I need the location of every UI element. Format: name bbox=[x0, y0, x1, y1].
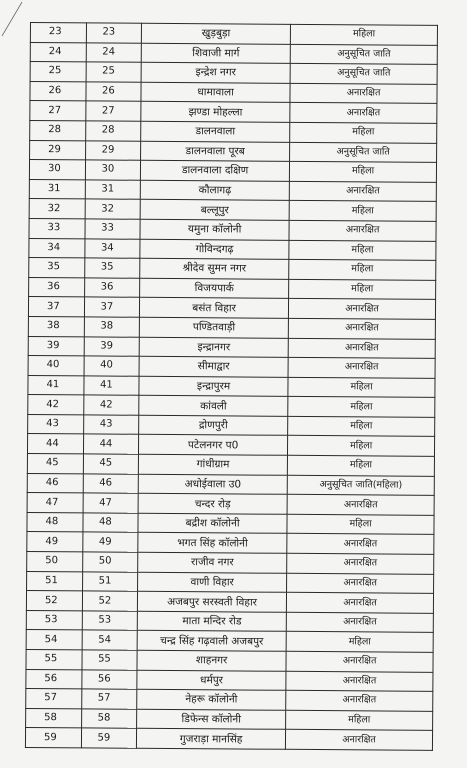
serial-number-cell: 34 bbox=[29, 238, 85, 258]
ward-name-cell: डिफेन्स कॉलोनी bbox=[137, 709, 286, 730]
reservation-category-cell: महिला bbox=[289, 240, 436, 261]
serial-number-cell: 39 bbox=[28, 336, 84, 356]
ward-number-cell: 48 bbox=[82, 513, 138, 533]
ward-name-cell: विजयपार्क bbox=[140, 278, 289, 299]
serial-number-cell: 59 bbox=[25, 728, 81, 748]
ward-name-cell: माता मन्दिर रोड bbox=[137, 611, 286, 632]
serial-number-cell: 50 bbox=[27, 552, 83, 572]
ward-name-cell: डालनवाला bbox=[141, 121, 290, 142]
reservation-category-cell: अनुसूचित जाति bbox=[290, 44, 437, 65]
ward-number-cell: 51 bbox=[82, 572, 138, 592]
serial-number-cell: 49 bbox=[27, 532, 83, 552]
serial-number-cell: 32 bbox=[29, 199, 85, 219]
reservation-category-cell: अनारक्षित bbox=[290, 83, 437, 104]
serial-number-cell: 24 bbox=[30, 42, 86, 62]
serial-number-cell: 44 bbox=[27, 434, 83, 454]
reservation-category-cell: महिला bbox=[288, 416, 435, 437]
serial-number-cell: 31 bbox=[29, 179, 85, 199]
ward-name-cell: शाहनगर bbox=[137, 650, 286, 671]
reservation-category-cell: महिला bbox=[290, 161, 437, 182]
serial-number-cell: 28 bbox=[30, 120, 86, 140]
reservation-category-cell: महिला bbox=[288, 377, 435, 398]
ward-name-cell: इन्द्रापुरम bbox=[139, 376, 288, 397]
reservation-category-cell: अनारक्षित bbox=[288, 357, 435, 378]
ward-name-cell: पण्डितवाड़ी bbox=[139, 317, 288, 338]
ward-number-cell: 43 bbox=[83, 415, 139, 435]
reservation-category-cell: अनारक्षित bbox=[287, 495, 434, 516]
serial-number-cell: 38 bbox=[28, 316, 84, 336]
serial-number-cell: 35 bbox=[29, 258, 85, 278]
reservation-category-cell: महिला bbox=[289, 259, 436, 280]
ward-name-cell: द्रोणपुरी bbox=[139, 415, 288, 436]
serial-number-cell: 23 bbox=[30, 23, 86, 43]
serial-number-cell: 37 bbox=[28, 297, 84, 317]
ward-name-cell: बद्रीश कॉलोनी bbox=[138, 513, 287, 534]
ward-number-cell: 42 bbox=[83, 395, 139, 415]
serial-number-cell: 45 bbox=[27, 454, 83, 474]
ward-number-cell: 44 bbox=[83, 434, 139, 454]
ward-number-cell: 31 bbox=[85, 180, 141, 200]
reservation-category-cell: अनुसूचित जाति bbox=[290, 142, 437, 163]
reservation-category-cell: महिला bbox=[289, 279, 436, 300]
ward-number-cell: 32 bbox=[85, 199, 141, 219]
ward-name-cell: सीमाद्वार bbox=[139, 356, 288, 377]
ward-number-cell: 39 bbox=[84, 336, 140, 356]
serial-number-cell: 52 bbox=[26, 591, 82, 611]
reservation-category-cell: अनारक्षित bbox=[286, 612, 433, 633]
reservation-category-cell: अनारक्षित bbox=[287, 573, 434, 594]
ward-number-cell: 52 bbox=[82, 591, 138, 611]
ward-number-cell: 35 bbox=[84, 258, 140, 278]
serial-number-cell: 29 bbox=[30, 140, 86, 160]
ward-name-cell: राजीव नगर bbox=[138, 552, 287, 573]
ward-name-cell: खुड़बुड़ा bbox=[141, 23, 290, 44]
ward-number-cell: 58 bbox=[81, 709, 137, 729]
ward-number-cell: 23 bbox=[86, 23, 142, 43]
serial-number-cell: 26 bbox=[30, 81, 86, 101]
ward-number-cell: 28 bbox=[85, 121, 141, 141]
reservation-category-cell: अनारक्षित bbox=[290, 103, 437, 124]
ward-name-cell: गोविन्दगढ़ bbox=[140, 239, 289, 260]
ward-number-cell: 30 bbox=[85, 160, 141, 180]
ward-name-cell: अजबपुर सरस्वती विहार bbox=[137, 591, 286, 612]
serial-number-cell: 53 bbox=[26, 610, 82, 630]
ward-number-cell: 34 bbox=[84, 238, 140, 258]
serial-number-cell: 33 bbox=[29, 218, 85, 238]
ward-name-cell: नेहरू कॉलोनी bbox=[137, 689, 286, 710]
ward-number-cell: 40 bbox=[84, 356, 140, 376]
table-body bbox=[25, 23, 437, 751]
ward-name-cell: यमुना कॉलोनी bbox=[140, 219, 289, 240]
reservation-category-cell: महिला bbox=[288, 397, 435, 418]
ward-name-cell: श्रीदेव सुमन नगर bbox=[140, 258, 289, 279]
serial-number-cell: 40 bbox=[28, 356, 84, 376]
ward-name-cell: गुजराड़ा मानसिंह bbox=[136, 729, 285, 750]
reservation-category-cell: महिला bbox=[289, 201, 436, 222]
ward-number-cell: 49 bbox=[82, 532, 138, 552]
serial-number-cell: 46 bbox=[27, 473, 83, 493]
reservation-category-cell: अनारक्षित bbox=[286, 671, 433, 692]
ward-name-cell: डालनवाला दक्षिण bbox=[140, 160, 289, 181]
ward-number-cell: 45 bbox=[83, 454, 139, 474]
ward-name-cell: चन्द्र सिंह गढ़वाली अजबपुर bbox=[137, 631, 286, 652]
reservation-category-cell: अनारक्षित bbox=[287, 593, 434, 614]
reservation-category-cell: अनारक्षित bbox=[288, 338, 435, 359]
reservation-category-cell: अनारक्षित bbox=[287, 553, 434, 574]
ward-number-cell: 24 bbox=[86, 42, 142, 62]
reservation-category-cell: अनारक्षित bbox=[286, 651, 433, 672]
ward-name-cell: शिवाजी मार्ग bbox=[141, 43, 290, 64]
ward-number-cell: 56 bbox=[81, 669, 137, 689]
serial-number-cell: 36 bbox=[29, 277, 85, 297]
table-row bbox=[25, 728, 432, 750]
ward-number-cell: 50 bbox=[82, 552, 138, 572]
reservation-category-cell: अनुसूचित जाति(महिला) bbox=[287, 475, 434, 496]
ward-number-cell: 55 bbox=[82, 650, 138, 670]
ward-number-cell: 59 bbox=[81, 728, 137, 748]
serial-number-cell: 51 bbox=[27, 571, 83, 591]
ward-number-cell: 29 bbox=[85, 140, 141, 160]
serial-number-cell: 47 bbox=[27, 493, 83, 513]
reservation-category-cell: अनारक्षित bbox=[289, 299, 436, 320]
reservation-category-cell: अनारक्षित bbox=[287, 534, 434, 555]
serial-number-cell: 56 bbox=[26, 669, 82, 689]
serial-number-cell: 58 bbox=[26, 708, 82, 728]
ward-name-cell: वाणी विहार bbox=[138, 572, 287, 593]
ward-number-cell: 27 bbox=[85, 101, 141, 121]
reservation-category-cell: अनारक्षित bbox=[289, 220, 436, 241]
ward-reservation-table bbox=[25, 22, 438, 751]
serial-number-cell: 57 bbox=[26, 689, 82, 709]
ward-number-cell: 46 bbox=[83, 474, 139, 494]
serial-number-cell: 55 bbox=[26, 649, 82, 669]
ward-name-cell: भगत सिंह कॉलोनी bbox=[138, 533, 287, 554]
ward-number-cell: 53 bbox=[82, 611, 138, 631]
ward-name-cell: कांवली bbox=[139, 396, 288, 417]
ward-name-cell: धामावाला bbox=[141, 82, 290, 103]
reservation-category-cell: अनारक्षित bbox=[289, 181, 436, 202]
ward-number-cell: 36 bbox=[84, 278, 140, 298]
ward-name-cell: गांधीग्राम bbox=[138, 454, 287, 475]
ward-number-cell: 54 bbox=[82, 630, 138, 650]
ward-number-cell: 47 bbox=[83, 493, 139, 513]
serial-number-cell: 42 bbox=[28, 395, 84, 415]
ward-name-cell: चन्दर रोड़ bbox=[138, 494, 287, 515]
reservation-category-cell: अनुसूचित जाति bbox=[290, 64, 437, 85]
ward-name-cell: इन्द्रानगर bbox=[139, 337, 288, 358]
ward-number-cell: 57 bbox=[81, 689, 137, 709]
ward-name-cell: डालनवाला पूरब bbox=[141, 141, 290, 162]
ward-number-cell: 38 bbox=[84, 317, 140, 337]
reservation-category-cell: महिला bbox=[286, 632, 433, 653]
ward-number-cell: 37 bbox=[84, 297, 140, 317]
serial-number-cell: 41 bbox=[28, 375, 84, 395]
serial-number-cell: 27 bbox=[30, 101, 86, 121]
ward-name-cell: बल्लूपुर bbox=[140, 200, 289, 221]
reservation-category-cell: महिला bbox=[287, 514, 434, 535]
ward-name-cell: अधोईवाला उ0 bbox=[138, 474, 287, 495]
serial-number-cell: 54 bbox=[26, 630, 82, 650]
reservation-category-cell: महिला bbox=[288, 455, 435, 476]
ward-number-cell: 33 bbox=[85, 219, 141, 239]
reservation-category-cell: अनारक्षित bbox=[288, 318, 435, 339]
ward-name-cell: कौलागढ़ bbox=[140, 180, 289, 201]
serial-number-cell: 48 bbox=[27, 512, 83, 532]
serial-number-cell: 30 bbox=[29, 160, 85, 180]
serial-number-cell: 25 bbox=[30, 62, 86, 82]
reservation-category-cell: महिला bbox=[291, 24, 438, 45]
reservation-category-cell: महिला bbox=[290, 122, 437, 143]
reservation-category-cell: अनारक्षित bbox=[286, 690, 433, 711]
ward-name-cell: पटेलनगर प0 bbox=[139, 435, 288, 456]
ward-name-cell: धर्मपुर bbox=[137, 670, 286, 691]
ward-number-cell: 26 bbox=[85, 82, 141, 102]
ward-number-cell: 41 bbox=[83, 376, 139, 396]
reservation-category-cell: अनारक्षित bbox=[286, 730, 433, 751]
serial-number-cell: 43 bbox=[28, 414, 84, 434]
ward-number-cell: 25 bbox=[86, 62, 142, 82]
reservation-category-cell: महिला bbox=[288, 436, 435, 457]
ward-name-cell: इन्द्रेश नगर bbox=[141, 62, 290, 83]
ward-name-cell: बसंत विहार bbox=[139, 298, 288, 319]
ward-name-cell: झण्डा मोहल्ला bbox=[141, 102, 290, 123]
reservation-category-cell: महिला bbox=[286, 710, 433, 731]
